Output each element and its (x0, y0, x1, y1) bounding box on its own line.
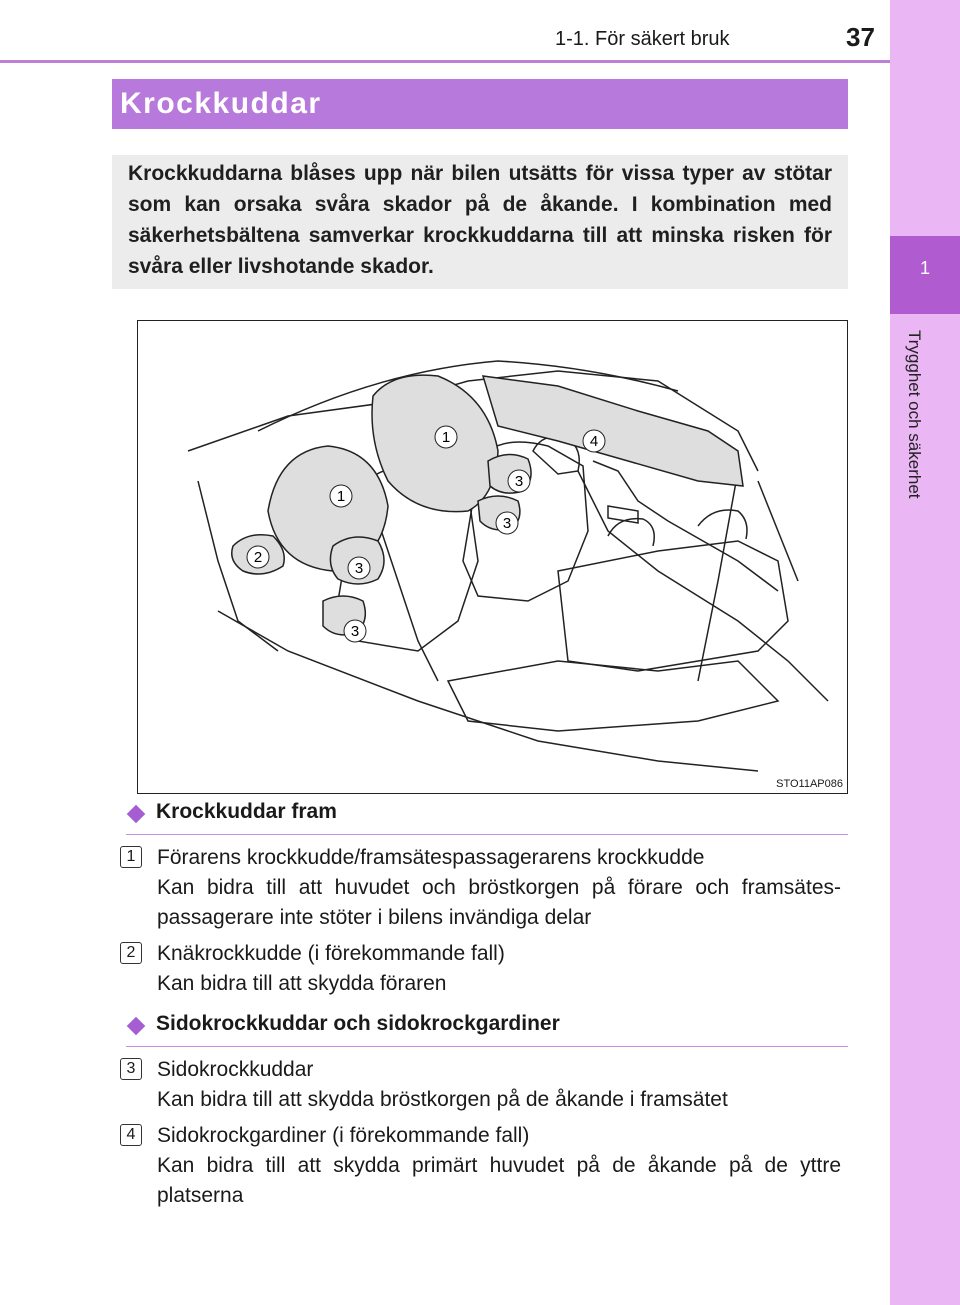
item-title: Sidokrockkuddar (157, 1058, 314, 1081)
rear-seat-cushion (448, 661, 778, 731)
rear-headrest-1 (608, 519, 654, 546)
callout-3-passenger-upper-label: 3 (514, 473, 524, 490)
item-description-line: Kan bidra till att skydda föraren (157, 972, 447, 995)
item-badge: 2 (120, 942, 142, 964)
list-item (157, 939, 841, 999)
section-heading-front (126, 800, 848, 835)
item-badge: 4 (120, 1124, 142, 1146)
airbag-figure (137, 320, 848, 794)
rear-pillar (758, 481, 798, 581)
section-title: Krockkuddar fram (156, 800, 337, 823)
diamond-icon (127, 805, 146, 824)
item-title: Knäkrockkudde (i förekommande fall) (157, 942, 505, 965)
page-number: 37 (846, 22, 875, 52)
center-console (378, 521, 438, 681)
airbag-illustration (138, 321, 846, 792)
section-heading-side (126, 1012, 848, 1047)
item-badge: 1 (120, 846, 142, 868)
figure-code: STO11AP086 (776, 778, 843, 790)
callout-3-driver-lower-label: 3 (350, 623, 360, 640)
side-tab-number: 1 (919, 258, 930, 278)
item-badge: 3 (120, 1058, 142, 1080)
door-handle (608, 506, 638, 523)
rear-headrest-2 (698, 510, 747, 539)
callout-1-passenger-label: 1 (441, 429, 451, 446)
item-description-line: Kan bidra till att skydda primärt huvudet på de åkande på de yttre (157, 1154, 841, 1177)
diamond-icon (127, 1017, 146, 1036)
side-tab (890, 0, 960, 1305)
item-title: Förarens krockkudde/framsätespassagerarens krockkudde (157, 846, 705, 869)
floor-outline (218, 611, 758, 771)
callout-3-passenger-lower-label: 3 (502, 515, 512, 532)
callout-3-driver-upper-label: 3 (354, 560, 364, 577)
seat-belt (698, 471, 738, 681)
passenger-front-airbag (372, 375, 498, 511)
callout-1-driver-label: 1 (336, 488, 346, 505)
rear-seat-back (558, 541, 788, 671)
section-title: Sidokrockkuddar och sidokrockgardiner (156, 1012, 560, 1035)
callout-4-label: 4 (589, 433, 599, 450)
item-title: Sidokrockgardiner (i förekommande fall) (157, 1124, 530, 1147)
item-description-line: platserna (157, 1184, 244, 1207)
item-description-line: Kan bidra till att skydda bröstkorgen på de åkande i framsätet (157, 1088, 728, 1111)
list-item (157, 1055, 841, 1115)
side-panel (593, 461, 778, 591)
intro-text: Krockkuddarna blåses upp när bilen utsätts för vissa typer av stötar som kan orsaka svåra skador på de åkande. I kombination med säkerhetsbältena samverkar krockkuddarna till att minska risken för svåra eller livshotande skador. (128, 162, 832, 278)
side-tab-label: Trygghet och säkerhet (905, 330, 924, 499)
item-description-line: passagerare inte stöter i bilens invändiga delar (157, 906, 592, 929)
callout-2-label: 2 (253, 549, 263, 566)
item-description-line: Kan bidra till att huvudet och bröstkorgen på förare och framsätes- (157, 876, 841, 899)
title-bar (112, 79, 848, 129)
header-rule (0, 60, 890, 63)
page-title: Krockkuddar (120, 87, 322, 120)
header-section: 1-1. För säkert bruk (555, 28, 730, 50)
intro-box (112, 155, 848, 289)
list-item (157, 843, 841, 933)
list-item (157, 1121, 841, 1211)
